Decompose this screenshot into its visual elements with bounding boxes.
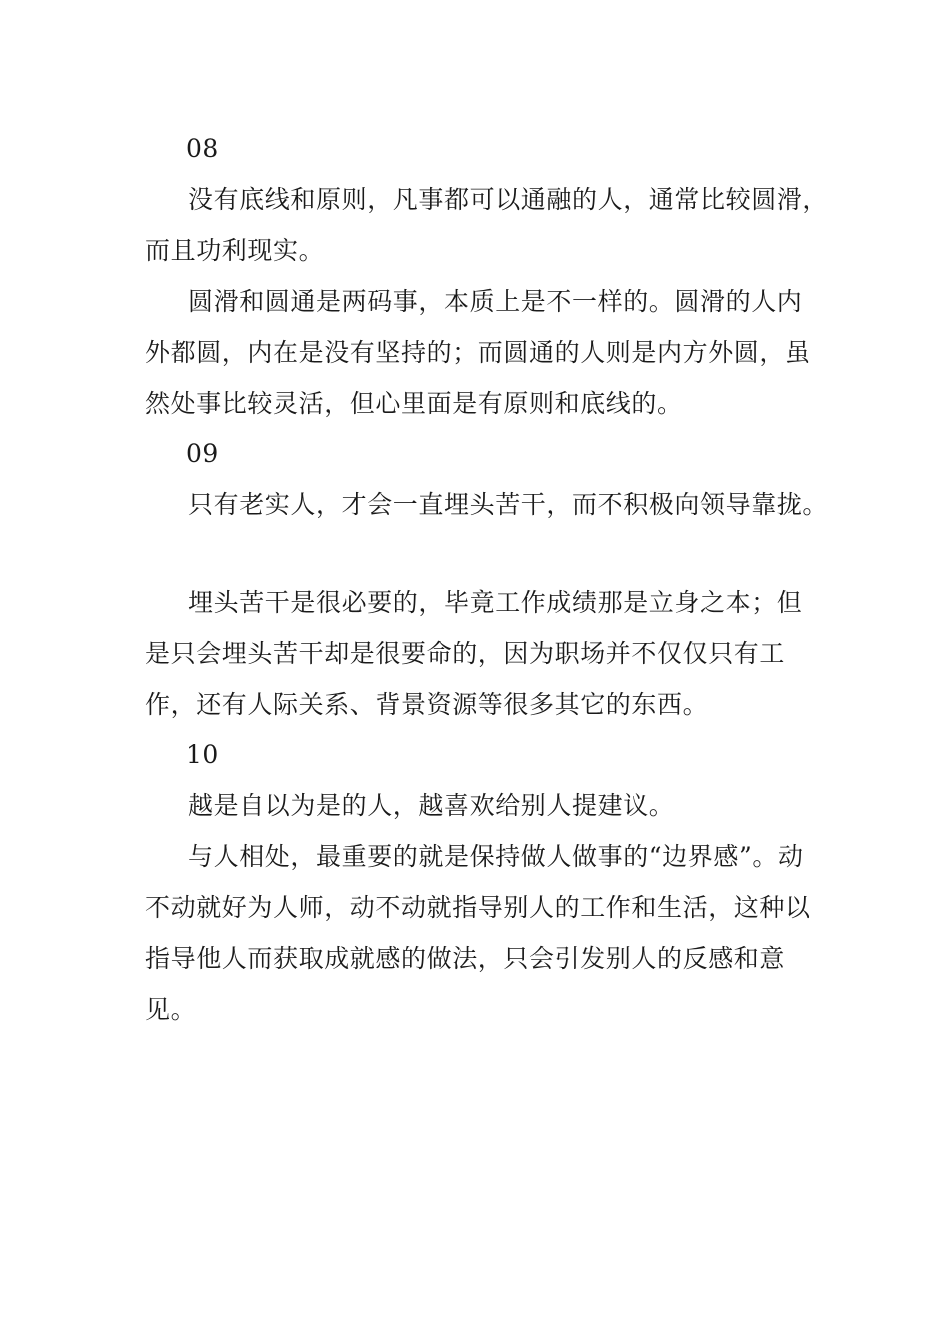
paragraph: 没有底线和原则，凡事都可以通融的人，通常比较圆滑，而且功利现实。	[145, 185, 829, 265]
paragraph: 与人相处，最重要的就是保持做人做事的“边界感”。动不动就好为人师，动不动就指导别人的工作和生活，这种以指导他人而获取成就感的做法，只会引发别人的反感和意见。	[145, 842, 811, 1024]
section-number-09: 09	[186, 439, 219, 468]
section-number-10: 10	[186, 740, 219, 769]
section-number-08: 08	[186, 134, 219, 163]
paragraph: 埋头苦干是很必要的，毕竟工作成绩那是立身之本；但是只会埋头苦干却是很要命的，因为职场并不仅仅只有工作，还有人际关系、背景资源等很多其它的东西。	[145, 588, 803, 719]
paragraph: 圆滑和圆通是两码事，本质上是不一样的。圆滑的人内外都圆，内在是没有坚持的；而圆通的人则是内方外圆，虽然处事比较灵活，但心里面是有原则和底线的。	[145, 287, 811, 418]
document-body	[145, 124, 835, 1035]
paragraph: 越是自以为是的人，越喜欢给别人提建议。	[188, 791, 675, 820]
paragraph: 只有老实人，才会一直埋头苦干，而不积极向领导靠拢。	[188, 490, 829, 519]
blank-line	[145, 530, 835, 577]
